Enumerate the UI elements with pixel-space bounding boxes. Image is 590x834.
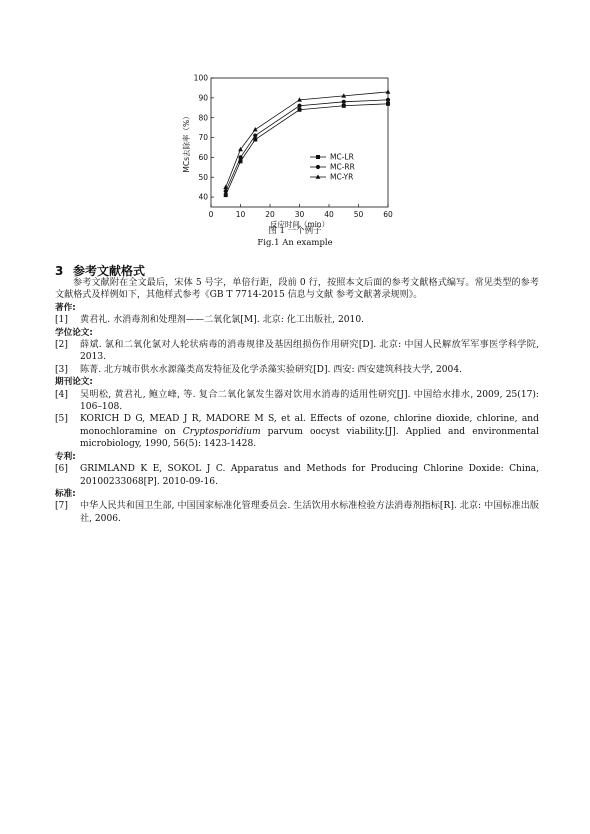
legend-label: MC-LR	[330, 152, 354, 162]
reference-index: [1]	[55, 315, 68, 326]
reference-text: 黄君礼. 水消毒剂和处理剂——二氧化氯[M]. 北京: 化工出版社, 2010.	[80, 315, 364, 326]
data-point	[297, 104, 301, 108]
data-point	[342, 100, 346, 104]
x-tick-label: 40	[324, 210, 334, 219]
data-point	[386, 89, 391, 93]
category-standards: 标准:	[55, 488, 76, 499]
section-title: 参考文献格式	[73, 264, 146, 278]
x-tick-label: 50	[353, 210, 364, 219]
reference-text: 陈菁. 北方城市供水水源藻类高发特征及化学杀藻实验研究[D]. 西安: 西安建筑科技大学, 2004.	[80, 364, 463, 375]
data-point	[386, 102, 390, 106]
reference-index: [7]	[55, 501, 68, 512]
data-point	[224, 189, 228, 193]
x-axis-label: 反应时间（min）	[269, 220, 330, 229]
reference-item	[55, 500, 539, 525]
reference-item	[55, 364, 539, 376]
series-line-mc-lr	[226, 104, 388, 195]
reference-item	[55, 413, 539, 450]
category-patents: 专利:	[55, 451, 76, 462]
y-tick-label: 40	[198, 192, 208, 202]
reference-index: [3]	[55, 364, 68, 375]
x-tick-label: 0	[208, 210, 214, 219]
reference-text-part: parvum oocyst viability.[J]. Applied and environmental microbiology, 1990, 56(5): 1423-1428.	[80, 426, 539, 450]
legend-label: MC-YR	[330, 172, 354, 182]
reference-text: 吴明松, 黄君礼, 鲍立峰, 等. 复合二氧化氯发生器对饮用水消毒的适用性研究[J]. 中国给水排水, 2009, 25(17): 106–108.	[80, 389, 539, 413]
figure-caption-cn: 图 1 一个例子	[268, 226, 322, 236]
reference-text: 薛斌. 氯和二氧化氯对人轮状病毒的消毒规律及基因组损伤作用研究[D]. 北京: 中国人民解放军军事医学科学院, 2013.	[80, 340, 539, 363]
reference-item	[55, 463, 539, 488]
reference-text-italic: Cryptosporidium	[182, 426, 261, 437]
series-line-mc-rr	[226, 100, 388, 191]
data-point	[298, 108, 302, 112]
y-tick-label: 70	[198, 133, 208, 143]
legend-label: MC-RR	[330, 162, 355, 172]
legend-marker	[316, 165, 320, 169]
reference-text: 中华人民共和国卫生部, 中国国家标准化管理委员会. 生活饮用水标准检验方法消毒剂指标[R]. 北京: 中国标准出版社, 2006.	[80, 501, 539, 524]
intro-paragraph: 参考文献附在全文最后，宋体 5 号字，单倍行距，段前 0 行，按照本文后面的参考文献格式编写。常见类型的参考文献格式及样例如下，其他样式参考《GB T 7714-2015 信息与文献 参考文献著录规则》。	[55, 278, 539, 301]
category-journals: 期刊论文:	[55, 377, 93, 388]
y-tick-label: 50	[198, 172, 208, 182]
y-tick-label: 100	[193, 73, 208, 83]
data-point	[238, 155, 242, 159]
x-tick-label: 60	[383, 210, 393, 219]
data-point	[224, 193, 228, 197]
reference-item	[55, 389, 539, 414]
x-tick-label: 10	[235, 210, 246, 219]
reference-item	[55, 339, 539, 364]
figure-caption-en: Fig.1 An example	[257, 238, 333, 248]
reference-item	[55, 314, 539, 326]
data-point	[253, 127, 258, 131]
reference-index: [5]	[55, 414, 68, 425]
references-body	[55, 277, 539, 525]
reference-text-part: KORICH D G, MEAD J R, MADORE M S, et al. Effects of ozone, chlorine dioxide, chlorine, and monochloramine on	[80, 414, 539, 437]
data-point	[253, 133, 257, 137]
y-axis-label: MCs去除率（%）	[182, 112, 191, 173]
reference-text	[80, 413, 539, 450]
section-number: 3	[55, 264, 64, 278]
reference-index: [4]	[55, 389, 68, 400]
category-books: 著作:	[55, 302, 76, 313]
category-theses: 学位论文:	[55, 327, 93, 338]
x-tick-label: 20	[265, 210, 275, 219]
data-point	[386, 98, 390, 102]
data-point	[342, 104, 346, 108]
reference-text: GRIMLAND K E, SOKOL J C. Apparatus and Methods for Producing Chlorine Doxide: China, 20100233068[P]. 2010-09-16.	[80, 464, 539, 487]
reference-index: [2]	[55, 340, 68, 351]
line-chart	[165, 70, 405, 229]
y-tick-label: 60	[198, 152, 208, 162]
legend-marker	[316, 155, 320, 159]
series-line-mc-yr	[226, 92, 388, 187]
y-tick-label: 90	[198, 93, 208, 103]
y-tick-label: 80	[198, 113, 208, 123]
reference-index: [6]	[55, 464, 68, 475]
x-tick-label: 30	[294, 210, 305, 219]
